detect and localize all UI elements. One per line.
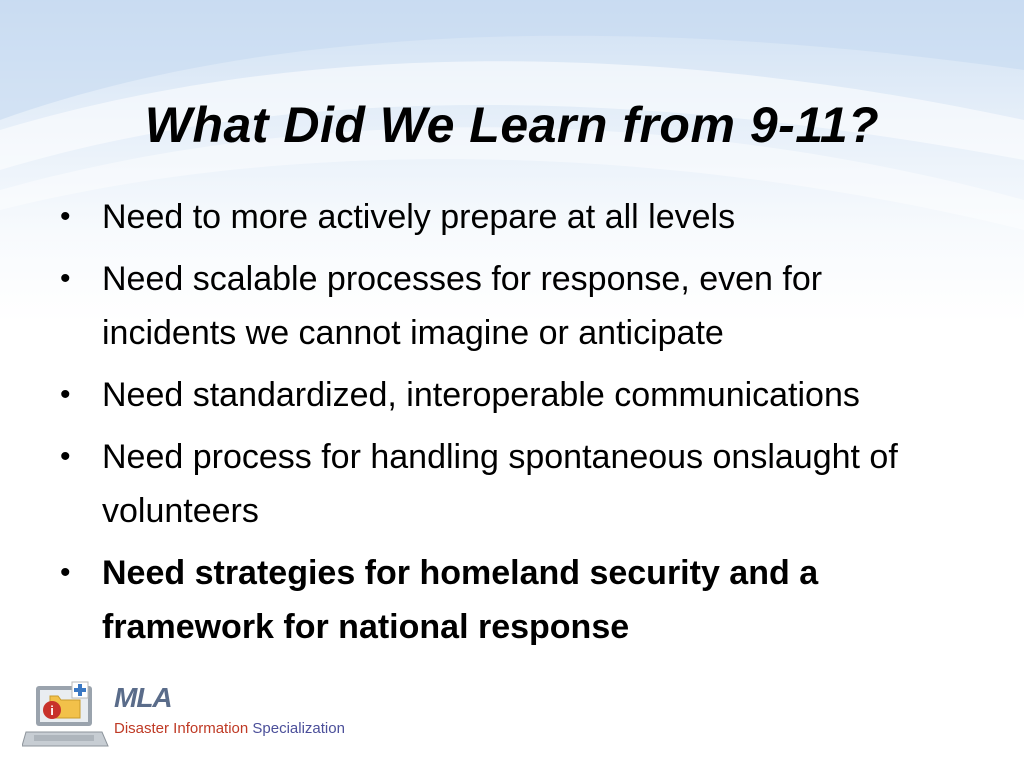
bullet-item (56, 252, 956, 360)
org-name-part2: Specialization (252, 720, 345, 737)
bullet-text: Need standardized, interoperable communications (102, 376, 860, 414)
bullet-text: Need to more actively prepare at all levels (102, 198, 736, 236)
footer-logo (22, 676, 382, 756)
org-name-part1: Disaster Information (114, 720, 249, 737)
laptop-info-icon (22, 676, 112, 754)
svg-text:i: i (50, 703, 54, 718)
bullet-item (56, 546, 956, 654)
slide-title: What Did We Learn from 9-11? (144, 96, 880, 153)
first-aid-icon (72, 682, 88, 698)
bullet-text: Need process for handling spontaneous onslaught of volunteers (102, 438, 898, 530)
bullet-icon: • (60, 378, 71, 411)
mla-logo: MLA (114, 682, 172, 713)
bullet-item (56, 368, 956, 422)
bullet-list (56, 190, 956, 662)
org-name (114, 720, 345, 737)
bullet-icon: • (60, 200, 71, 233)
bullet-item (56, 190, 956, 244)
bullet-text: Need strategies for homeland security and a framework for national response (102, 554, 819, 646)
bullet-text: Need scalable processes for response, even for incidents we cannot imagine or anticipate (102, 260, 823, 352)
bullet-item (56, 430, 956, 538)
bullet-icon: • (60, 556, 71, 589)
bullet-icon: • (60, 440, 71, 473)
bullet-icon: • (60, 262, 71, 295)
